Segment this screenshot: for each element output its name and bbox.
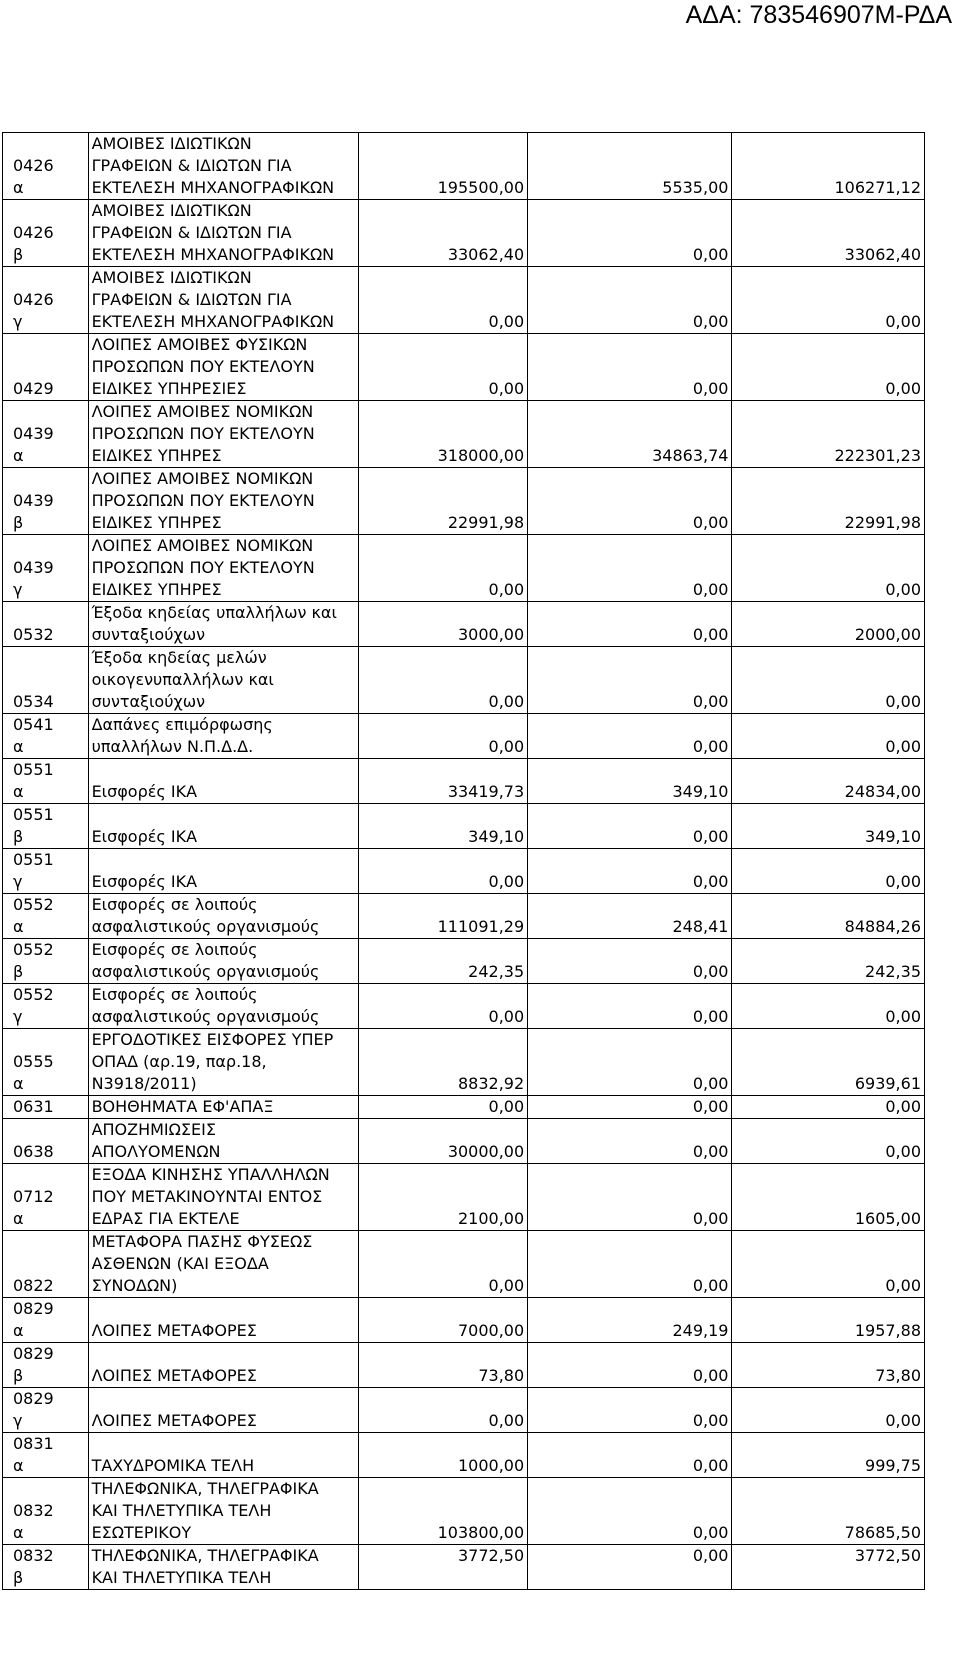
table-row	[3, 894, 925, 939]
account-code-line: 0534	[13, 692, 54, 711]
account-description-line: ΛΟΙΠΕΣ ΜΕΤΑΦΟΡΕΣ	[91, 1411, 257, 1430]
amount-2: 0,00	[528, 1119, 732, 1164]
amount-3: 0,00	[732, 267, 925, 334]
amount-2: 0,00	[528, 804, 732, 849]
account-code-line: 0638	[13, 1142, 54, 1161]
amount-1: 103800,00	[359, 1478, 528, 1545]
amount-3: 0,00	[732, 1388, 925, 1433]
account-description-line: ΛΟΙΠΕΣ ΜΕΤΑΦΟΡΕΣ	[91, 1366, 257, 1385]
amount-3: 0,00	[732, 1119, 925, 1164]
account-description-line: ΑΠΟΛΥΟΜΕΝΩΝ	[91, 1142, 221, 1161]
table-row	[3, 334, 925, 401]
account-description-line: Εισφορές ΙΚΑ	[91, 782, 198, 801]
account-description	[88, 1119, 359, 1164]
amount-1: 0,00	[359, 334, 528, 401]
amount-3: 1605,00	[732, 1164, 925, 1231]
table-row	[3, 759, 925, 804]
account-description-line: ΑΠΟΖΗΜΙΩΣΕΙΣ	[91, 1120, 216, 1139]
account-description-line: Εισφορές ΙΚΑ	[91, 872, 198, 891]
account-description-line: ΛΟΙΠΕΣ ΑΜΟΙΒΕΣ ΦΥΣΙΚΩΝ	[91, 335, 308, 354]
account-code	[3, 1164, 89, 1231]
table-row	[3, 535, 925, 602]
amount-2: 0,00	[528, 535, 732, 602]
account-description	[88, 849, 359, 894]
account-code-line: α	[13, 782, 24, 801]
account-description	[88, 602, 359, 647]
amount-3: 78685,50	[732, 1478, 925, 1545]
amount-1: 30000,00	[359, 1119, 528, 1164]
account-code	[3, 647, 89, 714]
account-description-line: ΠΡΟΣΩΠΩΝ ΠΟΥ ΕΚΤΕΛΟΥΝ	[91, 558, 315, 577]
account-description-line: Εισφορές σε λοιπούς	[91, 895, 258, 914]
account-description-line: ΕΙΔΙΚΕΣ ΥΠΗΡΕΣ	[91, 580, 222, 599]
account-description-line: ΑΜΟΙΒΕΣ ΙΔΙΩΤΙΚΩΝ	[91, 134, 252, 153]
amount-2: 349,10	[528, 759, 732, 804]
amount-3: 24834,00	[732, 759, 925, 804]
amount-1: 2100,00	[359, 1164, 528, 1231]
amount-1: 0,00	[359, 984, 528, 1029]
account-code-line: γ	[13, 1411, 23, 1430]
table-row	[3, 1388, 925, 1433]
account-description-line: ΑΣΘΕΝΩΝ (ΚΑΙ ΕΞΟΔΑ	[91, 1254, 269, 1273]
account-code-line: γ	[13, 580, 23, 599]
table-row	[3, 267, 925, 334]
account-description-line: ΓΡΑΦΕΙΩΝ & ΙΔΙΩΤΩΝ ΓΙΑ	[91, 290, 292, 309]
account-code	[3, 133, 89, 200]
account-code	[3, 1029, 89, 1096]
amount-2: 248,41	[528, 894, 732, 939]
account-description	[88, 984, 359, 1029]
table-row	[3, 1343, 925, 1388]
account-description	[88, 939, 359, 984]
account-code-line: α	[13, 1523, 24, 1542]
account-code-line: 0551	[13, 760, 54, 779]
amount-2: 0,00	[528, 200, 732, 267]
amount-2: 0,00	[528, 1433, 732, 1478]
amount-3: 0,00	[732, 535, 925, 602]
account-code-line: β	[13, 827, 24, 846]
account-code-line: 0552	[13, 985, 54, 1004]
account-code-line: α	[13, 737, 24, 756]
account-description-line: ΕΞΟΔΑ ΚΙΝΗΣΗΣ ΥΠΑΛΛΗΛΩΝ	[91, 1165, 330, 1184]
account-description	[88, 1545, 359, 1590]
amount-3: 0,00	[732, 1096, 925, 1119]
account-code	[3, 468, 89, 535]
table-row	[3, 1545, 925, 1590]
account-description-line: ασφαλιστικούς οργανισμούς	[91, 917, 320, 936]
account-description-line: ΚΑΙ ΤΗΛΕΤΥΠΙΚΑ ΤΕΛΗ	[91, 1568, 272, 1587]
account-description	[88, 1433, 359, 1478]
account-description-line: ΛΟΙΠΕΣ ΑΜΟΙΒΕΣ ΝΟΜΙΚΩΝ	[91, 402, 314, 421]
table-row	[3, 602, 925, 647]
table-row	[3, 939, 925, 984]
amount-3: 349,10	[732, 804, 925, 849]
amount-3: 106271,12	[732, 133, 925, 200]
amount-3: 73,80	[732, 1343, 925, 1388]
table-row	[3, 1478, 925, 1545]
amount-2: 0,00	[528, 984, 732, 1029]
account-code-line: γ	[13, 872, 23, 891]
table-row	[3, 401, 925, 468]
amount-1: 0,00	[359, 267, 528, 334]
account-description	[88, 647, 359, 714]
account-code-line: 0541	[13, 715, 54, 734]
account-code	[3, 267, 89, 334]
account-code-line: 0426	[13, 223, 54, 242]
account-description-line: ΤΑΧΥΔΡΟΜΙΚΑ ΤΕΛΗ	[91, 1456, 255, 1475]
account-description-line: ΣΥΝΟΔΩΝ)	[91, 1276, 178, 1295]
account-code	[3, 1478, 89, 1545]
account-description	[88, 133, 359, 200]
amount-3: 999,75	[732, 1433, 925, 1478]
amount-1: 3000,00	[359, 602, 528, 647]
amount-1: 3772,50	[359, 1545, 528, 1590]
account-code-line: 0832	[13, 1546, 54, 1565]
table-row	[3, 133, 925, 200]
amount-2: 5535,00	[528, 133, 732, 200]
account-code	[3, 1119, 89, 1164]
account-code-line: 0829	[13, 1344, 54, 1363]
account-description	[88, 804, 359, 849]
table-row	[3, 1096, 925, 1119]
table-row	[3, 714, 925, 759]
amount-3: 0,00	[732, 334, 925, 401]
table-row	[3, 1231, 925, 1298]
amount-2: 0,00	[528, 334, 732, 401]
amount-2: 0,00	[528, 1388, 732, 1433]
account-description-line: ΠΡΟΣΩΠΩΝ ΠΟΥ ΕΚΤΕΛΟΥΝ	[91, 357, 315, 376]
account-code	[3, 1433, 89, 1478]
account-description-line: ΛΟΙΠΕΣ ΑΜΟΙΒΕΣ ΝΟΜΙΚΩΝ	[91, 536, 314, 555]
amount-2: 0,00	[528, 647, 732, 714]
amount-2: 0,00	[528, 1231, 732, 1298]
account-description-line: ΤΗΛΕΦΩΝΙΚΑ, ΤΗΛΕΓΡΑΦΙΚΑ	[91, 1546, 319, 1565]
account-description	[88, 200, 359, 267]
amount-1: 33062,40	[359, 200, 528, 267]
amount-1: 0,00	[359, 714, 528, 759]
amount-1: 195500,00	[359, 133, 528, 200]
amount-2: 0,00	[528, 849, 732, 894]
account-description-line: ΠΡΟΣΩΠΩΝ ΠΟΥ ΕΚΤΕΛΟΥΝ	[91, 491, 315, 510]
account-description-line: ΕΙΔΙΚΕΣ ΥΠΗΡΕΣ	[91, 446, 222, 465]
amount-1: 0,00	[359, 1231, 528, 1298]
account-code	[3, 759, 89, 804]
table-row	[3, 984, 925, 1029]
account-description-line: ΕΡΓΟΔΟΤΙΚΕΣ ΕΙΣΦΟΡΕΣ ΥΠΕΡ	[91, 1030, 334, 1049]
account-code	[3, 714, 89, 759]
account-description-line: συνταξιούχων	[91, 625, 206, 644]
account-code-line: 0429	[13, 379, 54, 398]
amount-1: 0,00	[359, 1388, 528, 1433]
amount-3: 0,00	[732, 714, 925, 759]
account-code-line: 0551	[13, 805, 54, 824]
account-description-line: ΕΙΔΙΚΕΣ ΥΠΗΡΕΣΙΕΣ	[91, 379, 247, 398]
amount-1: 242,35	[359, 939, 528, 984]
account-code-line: α	[13, 1321, 24, 1340]
amount-1: 0,00	[359, 647, 528, 714]
account-description	[88, 714, 359, 759]
account-code-line: 0832	[13, 1501, 54, 1520]
account-description-line: υπαλλήλων Ν.Π.Δ.Δ.	[91, 737, 254, 756]
account-code	[3, 1298, 89, 1343]
amount-2: 0,00	[528, 1478, 732, 1545]
account-description	[88, 267, 359, 334]
account-code	[3, 200, 89, 267]
account-code-line: 0551	[13, 850, 54, 869]
amount-2: 0,00	[528, 1545, 732, 1590]
account-code	[3, 334, 89, 401]
account-description	[88, 1478, 359, 1545]
amount-2: 0,00	[528, 1096, 732, 1119]
amount-3: 0,00	[732, 1231, 925, 1298]
amount-1: 318000,00	[359, 401, 528, 468]
account-description-line: ΠΡΟΣΩΠΩΝ ΠΟΥ ΕΚΤΕΛΟΥΝ	[91, 424, 315, 443]
account-code-line: 0631	[13, 1097, 54, 1116]
amount-1: 349,10	[359, 804, 528, 849]
amount-1: 111091,29	[359, 894, 528, 939]
account-code-line: β	[13, 513, 24, 532]
account-code	[3, 1343, 89, 1388]
account-code-line: α	[13, 446, 24, 465]
amount-2: 0,00	[528, 1164, 732, 1231]
account-code-line: 0831	[13, 1434, 54, 1453]
amount-3: 33062,40	[732, 200, 925, 267]
account-description-line: ΟΠΑΔ (αρ.19, παρ.18,	[91, 1052, 267, 1071]
account-description-line: ΕΣΩΤΕΡΙΚΟΥ	[91, 1523, 192, 1542]
amount-3: 222301,23	[732, 401, 925, 468]
account-code-line: 0439	[13, 424, 54, 443]
amount-3: 6939,61	[732, 1029, 925, 1096]
account-description-line: οικογενυπαλλήλων και	[91, 670, 274, 689]
amount-3: 242,35	[732, 939, 925, 984]
account-description	[88, 1164, 359, 1231]
account-code-line: γ	[13, 1007, 23, 1026]
account-description	[88, 401, 359, 468]
account-code-line: α	[13, 1209, 24, 1228]
table-row	[3, 468, 925, 535]
account-description-line: ΠΟΥ ΜΕΤΑΚΙΝΟΥΝΤΑΙ ΕΝΤΟΣ	[91, 1187, 323, 1206]
account-description	[88, 1388, 359, 1433]
table-row	[3, 1164, 925, 1231]
amount-3: 0,00	[732, 984, 925, 1029]
account-description-line: ΕΔΡΑΣ ΓΙΑ ΕΚΤΕΛΕ	[91, 1209, 240, 1228]
account-code	[3, 1231, 89, 1298]
account-code-line: 0439	[13, 558, 54, 577]
account-description	[88, 759, 359, 804]
ada-header: ΑΔΑ: 783546907Μ-ΡΔΑ	[685, 1, 952, 29]
account-description-line: ΤΗΛΕΦΩΝΙΚΑ, ΤΗΛΕΓΡΑΦΙΚΑ	[91, 1479, 319, 1498]
account-code	[3, 1545, 89, 1590]
amount-3: 3772,50	[732, 1545, 925, 1590]
account-description-line: Εισφορές σε λοιπούς	[91, 940, 258, 959]
account-code-line: γ	[13, 312, 23, 331]
amount-3: 1957,88	[732, 1298, 925, 1343]
account-description-line: Ν3918/2011)	[91, 1074, 197, 1093]
account-description-line: ΛΟΙΠΕΣ ΑΜΟΙΒΕΣ ΝΟΜΙΚΩΝ	[91, 469, 314, 488]
amount-2: 0,00	[528, 267, 732, 334]
account-description-line: Έξοδα κηδείας μελών	[91, 648, 267, 667]
account-code-line: 0439	[13, 491, 54, 510]
amount-2: 0,00	[528, 602, 732, 647]
table-row	[3, 1433, 925, 1478]
amount-3: 84884,26	[732, 894, 925, 939]
account-code-line: α	[13, 1074, 24, 1093]
account-description-line: ΓΡΑΦΕΙΩΝ & ΙΔΙΩΤΩΝ ΓΙΑ	[91, 223, 292, 242]
account-description	[88, 468, 359, 535]
amount-1: 22991,98	[359, 468, 528, 535]
account-code-line: 0555	[13, 1052, 54, 1071]
account-code-line: β	[13, 1366, 24, 1385]
account-code-line: α	[13, 917, 24, 936]
account-description-line: ΚΑΙ ΤΗΛΕΤΥΠΙΚΑ ΤΕΛΗ	[91, 1501, 272, 1520]
account-code-line: α	[13, 1456, 24, 1475]
table-row	[3, 1029, 925, 1096]
account-code	[3, 939, 89, 984]
account-description-line: ΕΚΤΕΛΕΣΗ ΜΗΧΑΝΟΓΡΑΦΙΚΩΝ	[91, 245, 335, 264]
account-description-line: ασφαλιστικούς οργανισμούς	[91, 1007, 320, 1026]
amount-1: 0,00	[359, 535, 528, 602]
account-code-line: 0829	[13, 1389, 54, 1408]
account-code-line: 0822	[13, 1276, 54, 1295]
account-code	[3, 1096, 89, 1119]
account-description-line: ΕΚΤΕΛΕΣΗ ΜΗΧΑΝΟΓΡΑΦΙΚΩΝ	[91, 312, 335, 331]
account-description	[88, 1343, 359, 1388]
account-code-line: β	[13, 962, 24, 981]
account-code	[3, 401, 89, 468]
account-code	[3, 984, 89, 1029]
budget-table	[2, 132, 925, 1590]
account-code	[3, 804, 89, 849]
account-description-line: ΕΙΔΙΚΕΣ ΥΠΗΡΕΣ	[91, 513, 222, 532]
account-code-line: 0426	[13, 156, 54, 175]
amount-2: 0,00	[528, 468, 732, 535]
amount-2: 0,00	[528, 1343, 732, 1388]
account-description-line: Εισφορές ΙΚΑ	[91, 827, 198, 846]
account-description-line: ΓΡΑΦΕΙΩΝ & ΙΔΙΩΤΩΝ ΓΙΑ	[91, 156, 292, 175]
account-description	[88, 1231, 359, 1298]
amount-1: 0,00	[359, 1096, 528, 1119]
account-description	[88, 1096, 359, 1119]
amount-3: 22991,98	[732, 468, 925, 535]
account-description-line: ΑΜΟΙΒΕΣ ΙΔΙΩΤΙΚΩΝ	[91, 201, 252, 220]
account-description-line: ασφαλιστικούς οργανισμούς	[91, 962, 320, 981]
account-description-line: Έξοδα κηδείας υπαλλήλων και	[91, 603, 337, 622]
account-code-line: 0532	[13, 625, 54, 644]
amount-1: 8832,92	[359, 1029, 528, 1096]
account-code	[3, 535, 89, 602]
account-description	[88, 334, 359, 401]
amount-3: 0,00	[732, 849, 925, 894]
table-row	[3, 200, 925, 267]
account-description-line: Εισφορές σε λοιπούς	[91, 985, 258, 1004]
amount-1: 7000,00	[359, 1298, 528, 1343]
account-description-line: ΒΟΗΘΗΜΑΤΑ ΕΦ'ΑΠΑΞ	[91, 1097, 274, 1116]
account-code-line: 0552	[13, 895, 54, 914]
amount-3: 2000,00	[732, 602, 925, 647]
amount-2: 0,00	[528, 939, 732, 984]
account-description	[88, 1298, 359, 1343]
amount-1: 0,00	[359, 849, 528, 894]
account-description	[88, 1029, 359, 1096]
account-description-line: ΛΟΙΠΕΣ ΜΕΤΑΦΟΡΕΣ	[91, 1321, 257, 1340]
account-code-line: β	[13, 245, 24, 264]
account-description	[88, 894, 359, 939]
amount-2: 249,19	[528, 1298, 732, 1343]
account-description-line: ΕΚΤΕΛΕΣΗ ΜΗΧΑΝΟΓΡΑΦΙΚΩΝ	[91, 178, 335, 197]
account-code-line: 0426	[13, 290, 54, 309]
account-code-line: 0712	[13, 1187, 54, 1206]
table-row	[3, 1119, 925, 1164]
table-row	[3, 1298, 925, 1343]
account-description-line: Δαπάνες επιμόρφωσης	[91, 715, 273, 734]
amount-2: 34863,74	[528, 401, 732, 468]
account-code-line: 0829	[13, 1299, 54, 1318]
amount-2: 0,00	[528, 1029, 732, 1096]
table-row	[3, 647, 925, 714]
table-row	[3, 849, 925, 894]
account-code	[3, 602, 89, 647]
amount-3: 0,00	[732, 647, 925, 714]
amount-1: 1000,00	[359, 1433, 528, 1478]
account-code	[3, 849, 89, 894]
table-row	[3, 804, 925, 849]
account-code-line: α	[13, 178, 24, 197]
account-code-line: β	[13, 1568, 24, 1587]
account-description-line: ΑΜΟΙΒΕΣ ΙΔΙΩΤΙΚΩΝ	[91, 268, 252, 287]
account-description-line: συνταξιούχων	[91, 692, 206, 711]
account-code	[3, 1388, 89, 1433]
amount-1: 33419,73	[359, 759, 528, 804]
account-description	[88, 535, 359, 602]
amount-2: 0,00	[528, 714, 732, 759]
budget-table-body	[3, 133, 925, 1590]
account-code	[3, 894, 89, 939]
account-code-line: 0552	[13, 940, 54, 959]
account-description-line: ΜΕΤΑΦΟΡΑ ΠΑΣΗΣ ΦΥΣΕΩΣ	[91, 1232, 313, 1251]
amount-1: 73,80	[359, 1343, 528, 1388]
